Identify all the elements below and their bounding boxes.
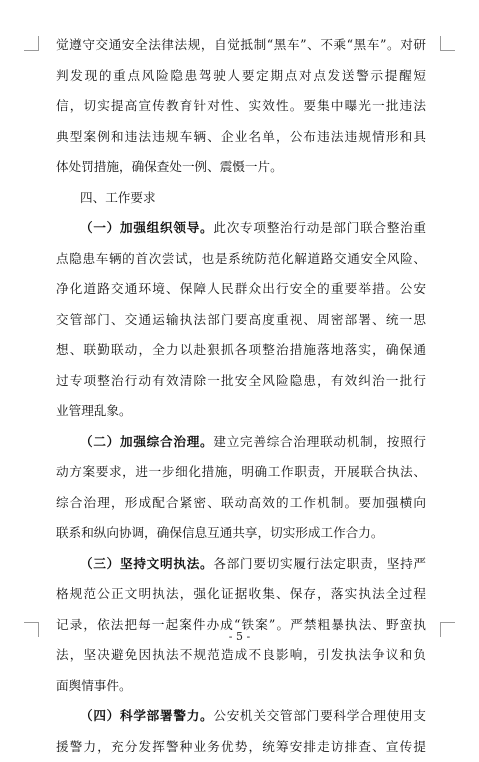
text-line — [56, 427, 426, 458]
text-line: 净化道路交通环境、保障人民群众出行安全的重要举措。公安 — [56, 274, 426, 305]
text-line: 点隐患车辆的首次尝试，也是系统防范化解道路交通安全风险、 — [56, 244, 426, 275]
text-line: 格规范公正文明执法，强化证据收集、保存，落实执法全过程 — [56, 579, 426, 610]
subheading-3: （三）坚持文明执法。 — [80, 556, 213, 571]
text-line: 想、联勤联动，全力以赴狠抓各项整治措施落地落实，确保通 — [56, 335, 426, 366]
crop-mark-top-right — [440, 36, 455, 51]
subheading-3-text: 各部门要切实履行法定职责，坚持严 — [213, 556, 426, 571]
text-line — [56, 701, 426, 732]
subheading-2-text: 建立完善综合治理联动机制，按照行 — [213, 434, 426, 449]
text-line: 联系和纵向协调，确保信息互通共享，切实形成工作合力。 — [56, 518, 426, 549]
subheading-2: （二）加强综合治理。 — [80, 434, 213, 449]
text-line: 法，坚决避免因执法不规范造成不良影响，引发执法争议和负 — [56, 640, 426, 671]
subheading-1-text: 此次专项整治行动是部门联合整治重 — [213, 220, 426, 235]
text-line: 记录，依法把每一起案件办成“铁案”。严禁粗暴执法、野蛮执 — [56, 610, 426, 641]
text-line: 面舆情事件。 — [56, 671, 426, 702]
crop-mark-top-left — [24, 36, 39, 51]
text-line: 综合治理，形成配合紧密、联动高效的工作机制。要加强横向 — [56, 488, 426, 519]
text-line: 觉遵守交通安全法律法规，自觉抵制“黑车”、不乘“黑车”。对研 — [56, 30, 426, 61]
subheading-1: （一）加强组织领导。 — [80, 220, 213, 235]
text-line: 业管理乱象。 — [56, 396, 426, 427]
text-line: 典型案例和违法违规车辆、企业名单，公布违法违规情形和具 — [56, 122, 426, 153]
text-line: 体处罚措施，确保查处一例、震慑一片。 — [56, 152, 426, 183]
text-line: 动方案要求，进一步细化措施，明确工作职责，开展联合执法、 — [56, 457, 426, 488]
text-line — [56, 549, 426, 580]
page-number: - 5 - — [0, 630, 479, 643]
document-body — [56, 30, 426, 762]
text-line: 信，切实提高宣传教育针对性、实效性。要集中曝光一批违法 — [56, 91, 426, 122]
text-line: 交管部门、交通运输执法部门要高度重视、周密部署、统一思 — [56, 305, 426, 336]
text-line: 援警力，充分发挥警种业务优势，统筹安排走访排查、宣传提 — [56, 732, 426, 762]
subheading-4-text: 公安机关交管部门要科学合理使用支 — [213, 708, 426, 723]
subheading-4: （四）科学部署警力。 — [80, 708, 213, 723]
text-line — [56, 213, 426, 244]
text-line: 过专项整治行动有效清除一批安全风险隐患，有效纠治一批行 — [56, 366, 426, 397]
text-line: 判发现的重点风险隐患驾驶人要定期点对点发送警示提醒短 — [56, 61, 426, 92]
section-heading: 四、工作要求 — [56, 183, 426, 214]
